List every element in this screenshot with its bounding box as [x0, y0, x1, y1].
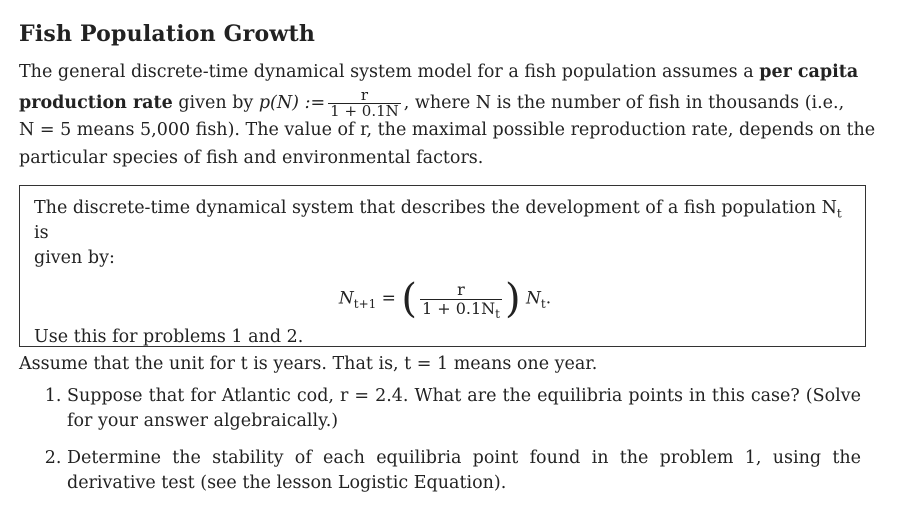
- intro-line-2: [19, 88, 861, 118]
- left-paren: (: [401, 276, 417, 322]
- fraction-denominator: 1 + 0.1N: [330, 102, 399, 120]
- eq-den-text: 1 + 0.1N: [421, 298, 496, 318]
- eq-equals: =: [376, 288, 402, 309]
- intro-line-3: N = 5 means 5,000 fish). The value of r, the maximal possible reproduction rate, depends on the: [19, 120, 876, 140]
- problem-2: 2. Determine the stability of each equilibria point found in the problem 1, using the derivative test (see the lesson Logistic Equation).: [67, 446, 861, 496]
- box-text-1-end: is: [34, 223, 49, 243]
- bold-production-rate: production rate: [19, 93, 173, 113]
- formula-pN: p(N) :=: [258, 93, 326, 113]
- intro-paragraph: [19, 60, 876, 174]
- eq-period: .: [545, 288, 552, 309]
- problem-1: 1. Suppose that for Atlantic cod, r = 2.4. What are the equilibria points in this case? (Solve for your answer algebraically.): [67, 384, 861, 434]
- eq-den-sub: t: [495, 306, 500, 321]
- eq-lhs: N: [338, 288, 354, 309]
- eq-rhs-sub: t: [540, 296, 546, 311]
- recurrence-equation: [34, 276, 856, 325]
- intro-text-2: given by: [172, 93, 259, 113]
- intro-text-1: The general discrete-time dynamical system model for a fish population assumes a: [19, 62, 760, 82]
- use-note: Use this for problems 1 and 2.: [34, 327, 304, 347]
- problem-list: [19, 384, 861, 508]
- eq-fraction: [420, 279, 502, 321]
- intro-line-4: particular species of fish and environmental factors.: [19, 148, 484, 168]
- eq-denominator: [420, 298, 502, 321]
- rate-fraction: [328, 88, 401, 119]
- fraction-numerator: r: [328, 88, 401, 104]
- box-text-1: The discrete-time dynamical system that describes the development of a fish population N: [34, 198, 837, 218]
- intro-text-3: , where N is the number of fish in thousands (i.e.,: [403, 93, 845, 113]
- eq-lhs-sub: t+1: [353, 296, 377, 311]
- box-sub-t: t: [836, 206, 842, 221]
- intro-line-1: [19, 60, 861, 88]
- right-paren: ): [504, 276, 521, 322]
- bold-per-capita: per capita: [759, 62, 859, 82]
- box-line-2: given by:: [34, 248, 115, 268]
- box-line-1: [34, 196, 856, 246]
- page-title: Fish Population Growth: [19, 21, 316, 47]
- eq-numerator: r: [420, 281, 502, 300]
- model-box: [19, 185, 866, 347]
- assumption-text: Assume that the unit for t is years. That is, t = 1 means one year.: [19, 354, 598, 374]
- eq-rhs: N: [526, 288, 541, 309]
